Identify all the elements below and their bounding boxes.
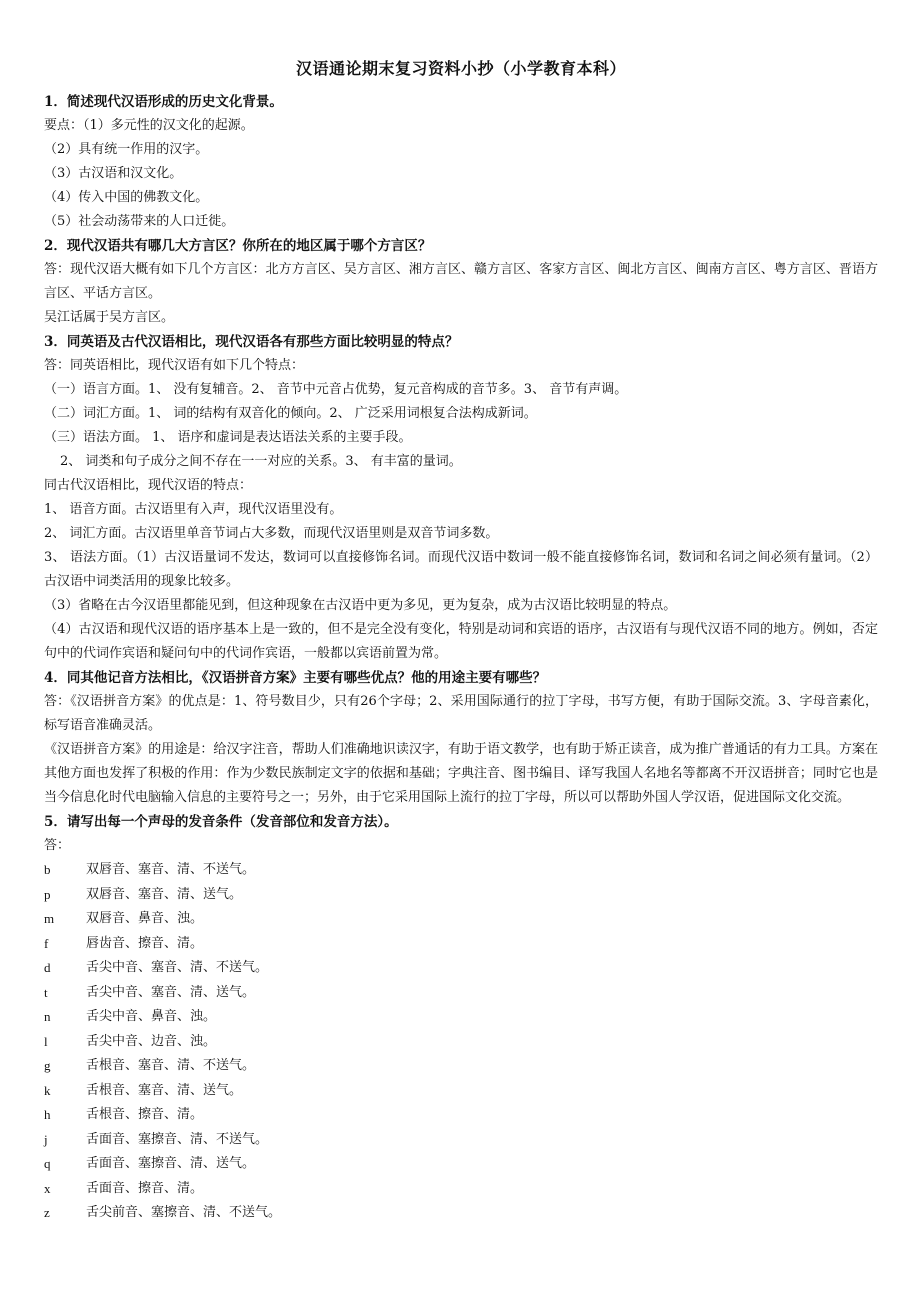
question-4: 4．同其他记音方法相比，《汉语拼音方案》主要有哪些优点？他的用途主要有哪些？	[44, 670, 547, 686]
initial-description: 唇齿音、擦音、清。	[86, 935, 204, 951]
answer-line: 吴江话属于吴方言区。	[44, 310, 175, 325]
initial-letter: q	[44, 1156, 51, 1171]
initial-row	[44, 956, 878, 981]
initial-letter: h	[44, 1107, 51, 1122]
initial-letter: l	[44, 1033, 48, 1049]
answer-paragraph: （4）古汉语和现代汉语的语序基本上是一致的，但不是完全没有变化，特别是动词和宾语的语序，古汉语有与现代汉语不同的地方。例如，否定句中的代词作宾语和疑问句中的代词作宾语，一般都以宾语前置为常。	[44, 622, 878, 661]
question-3: 3．同英语及古代汉语相比，现代汉语各有那些方面比较明显的特点？	[44, 334, 459, 350]
question-5: 5．请写出每一个声母的发音条件（发音部位和发音方法）。	[44, 814, 398, 830]
answer-line: 答：同英语相比，现代汉语有如下几个特点：	[44, 358, 305, 373]
answer-line: （一）语言方面。1、 没有复辅音。2、 音节中元音占优势，复元音构成的音节多。3、 音节有声调。	[44, 382, 628, 397]
initial-row	[44, 1103, 878, 1128]
initial-row	[44, 1005, 878, 1030]
answer-line: 要点：（1）多元性的汉文化的起源。	[44, 118, 254, 133]
initial-description: 舌面音、塞擦音、清、不送气。	[86, 1131, 269, 1147]
section-3	[44, 330, 878, 666]
initial-row	[44, 1152, 878, 1177]
initial-row	[44, 981, 878, 1006]
answer-line: 1、 语音方面。古汉语里有入声，现代汉语里没有。	[44, 502, 343, 517]
initial-letter: z	[44, 1205, 50, 1220]
initial-letter: f	[44, 935, 49, 951]
initial-letter: t	[44, 984, 48, 1000]
initial-row	[44, 1128, 878, 1153]
initial-row	[44, 1054, 878, 1079]
answer-paragraph: 答：《汉语拼音方案》的优点是：1、符号数目少，只有26个字母；2、采用国际通行的拉丁字母，书写方便，有助于国际交流。3、字母音素化，标写语音准确灵活。	[44, 694, 878, 733]
answer-paragraph: 3、 语法方面。（1）古汉语量词不发达，数词可以直接修饰名词。而现代汉语中数词一般不能直接修饰名词，数词和名词之间必须有量词。（2）古汉语中词类活用的现象比较多。	[44, 550, 878, 589]
initial-description: 舌面音、擦音、清。	[86, 1180, 204, 1196]
answer-line: （三）语法方面。 1、 语序和虚词是表达语法关系的主要手段。	[44, 430, 412, 445]
initial-description: 舌尖中音、塞音、清、送气。	[86, 984, 256, 1000]
initial-description: 舌尖中音、边音、浊。	[86, 1033, 217, 1049]
initial-row	[44, 907, 878, 932]
initial-row	[44, 858, 878, 883]
initial-description: 舌根音、擦音、清。	[86, 1107, 204, 1122]
initial-description: 双唇音、塞音、清、送气。	[86, 886, 243, 902]
initial-description: 舌尖中音、塞音、清、不送气。	[86, 960, 269, 975]
answer-line: 同古代汉语相比，现代汉语的特点：	[44, 478, 253, 493]
question-1: 1．简述现代汉语形成的历史文化背景。	[44, 94, 283, 110]
answer-line: （3）省略在古今汉语里都能见到，但这种现象在古汉语中更为多见，更为复杂，成为古汉语比较明显的特点。	[44, 598, 677, 613]
initial-row	[44, 1030, 878, 1055]
answer-line: 2、 词类和句子成分之间不存在一一对应的关系。3、 有丰富的量词。	[60, 454, 462, 469]
document-page	[44, 58, 878, 1226]
initials-list	[44, 858, 878, 1226]
section-1	[44, 90, 878, 234]
section-4	[44, 666, 878, 810]
initial-description: 舌尖前音、塞擦音、清、不送气。	[86, 1205, 282, 1220]
initial-description: 舌根音、塞音、清、送气。	[86, 1082, 243, 1098]
initial-letter: m	[44, 911, 55, 926]
initial-description: 舌尖中音、鼻音、浊。	[86, 1009, 217, 1024]
answer-line: （2）具有统一作用的汉字。	[44, 142, 209, 157]
initial-letter: d	[44, 960, 51, 975]
initial-description: 双唇音、塞音、清、不送气。	[86, 862, 256, 877]
initial-letter: p	[44, 886, 51, 902]
answer-line: （4）传入中国的佛教文化。	[44, 190, 209, 205]
document-title: 汉语通论期末复习资料小抄（小学教育本科）	[295, 59, 626, 78]
initial-row	[44, 883, 878, 908]
initial-letter: n	[44, 1009, 51, 1024]
initial-letter: x	[44, 1180, 51, 1196]
answer-line: 2、 词汇方面。古汉语里单音节词占大多数，而现代汉语里则是双音节词多数。	[44, 526, 499, 541]
initial-row	[44, 1177, 878, 1202]
initial-row	[44, 1201, 878, 1226]
answer-paragraph: 答：现代汉语大概有如下几个方言区：北方方言区、吴方言区、湘方言区、赣方言区、客家方言区、闽北方言区、闽南方言区、粤方言区、晋语方言区、平话方言区。	[44, 262, 878, 301]
initial-description: 双唇音、鼻音、浊。	[86, 911, 204, 926]
answer-line: （3）古汉语和汉文化。	[44, 166, 183, 181]
initial-row	[44, 1079, 878, 1104]
initial-description: 舌面音、塞擦音、清、送气。	[86, 1156, 256, 1171]
answer-line: （二）词汇方面。1、 词的结构有双音化的倾向。2、 广泛采用词根复合法构成新词。	[44, 406, 537, 421]
section-5	[44, 810, 878, 1226]
section-2	[44, 234, 878, 330]
initial-letter: g	[44, 1058, 51, 1073]
answer-paragraph: 《汉语拼音方案》的用途是：给汉字注音，帮助人们准确地识读汉字，有助于语文教学，也有助于矫正读音，成为推广普通话的有力工具。方案在其他方面也发挥了积极的作用：作为少数民族制定文字的依据和基础；字典注音、图书编目、译写我国人名地名等都离不开汉语拼音；同时它也是当今信息化时代电脑输入信息的主要符号之一；另外，由于它采用国际上流行的拉丁字母，所以可以帮助外国人学汉语，促进国际文化交流。	[44, 742, 878, 805]
initial-letter: b	[44, 862, 51, 877]
question-2: 2．现代汉语共有哪几大方言区？你所在的地区属于哪个方言区？	[44, 238, 432, 254]
initial-row	[44, 932, 878, 957]
initial-letter: k	[44, 1082, 51, 1098]
initial-letter: j	[44, 1131, 48, 1147]
initial-description: 舌根音、塞音、清、不送气。	[86, 1058, 256, 1073]
answer-label: 答：	[44, 838, 71, 853]
answer-line: （5）社会动荡带来的人口迁徙。	[44, 214, 235, 229]
